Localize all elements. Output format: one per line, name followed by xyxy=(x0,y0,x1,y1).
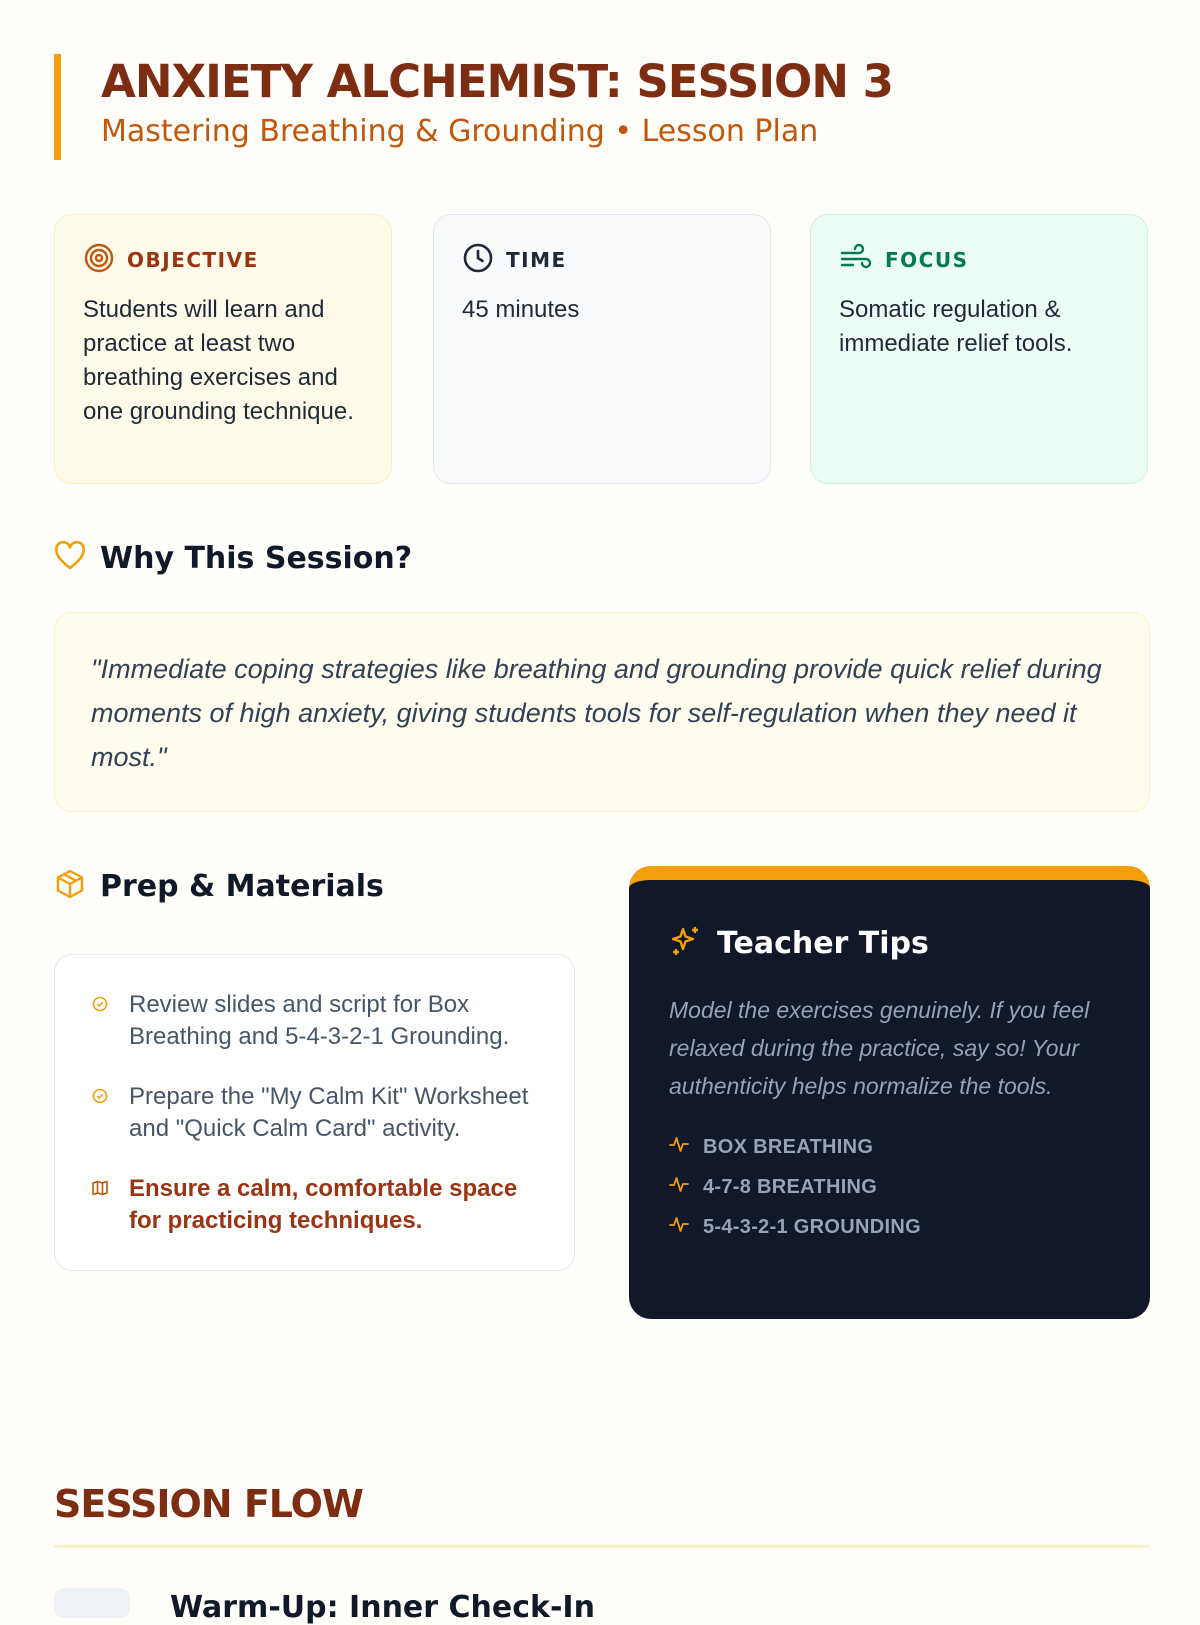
technique-label: BOX BREATHING xyxy=(703,1135,874,1158)
prep-item-text: Review slides and script for Box Breathing and 5-4-3-2-1 Grounding. xyxy=(129,991,510,1050)
list-item xyxy=(89,1173,544,1237)
objective-label: OBJECTIVE xyxy=(127,248,259,272)
map-icon xyxy=(89,1179,111,1197)
teacher-tips-heading: Teacher Tips xyxy=(717,926,929,961)
package-icon xyxy=(54,868,86,905)
technique-label: 5-4-3-2-1 GROUNDING xyxy=(703,1215,921,1238)
sparkles-icon xyxy=(669,924,703,963)
list-item xyxy=(89,1081,544,1145)
page-title: ANXIETY ALCHEMIST: SESSION 3 xyxy=(101,55,893,108)
flow-step-badge xyxy=(54,1588,130,1618)
page-subtitle: Mastering Breathing & Grounding • Lesson Plan xyxy=(101,114,819,149)
list-item xyxy=(669,1127,1110,1167)
focus-card xyxy=(810,214,1148,484)
list-item xyxy=(669,1207,1110,1247)
objective-text: Students will learn and practice at least two breathing exercises and one grounding technique. xyxy=(83,296,354,425)
why-quote: "Immediate coping strategies like breathing and grounding provide quick relief during moments of high anxiety, giving students tools for self-regulation when they need it most." xyxy=(91,654,1102,772)
heart-icon xyxy=(54,541,86,576)
flow-step-title: Warm-Up: Inner Check-In xyxy=(170,1590,595,1625)
prep-heading xyxy=(54,868,384,905)
prep-item-text: Ensure a calm, comfortable space for practicing techniques. xyxy=(129,1175,518,1234)
why-heading xyxy=(54,541,412,576)
prep-list xyxy=(54,954,575,1271)
pulse-icon xyxy=(669,1134,689,1160)
teacher-tips-card xyxy=(629,866,1150,1319)
list-item xyxy=(89,989,544,1053)
page-header xyxy=(54,54,893,160)
time-text: 45 minutes xyxy=(462,296,580,323)
divider xyxy=(54,1545,1150,1548)
wind-icon xyxy=(839,242,873,279)
focus-text: Somatic regulation & immediate relief tools. xyxy=(839,296,1073,357)
time-card xyxy=(433,214,771,484)
technique-label: 4-7-8 BREATHING xyxy=(703,1175,878,1198)
technique-list xyxy=(669,1127,1110,1247)
why-quote-box xyxy=(54,612,1150,812)
session-flow-title: SESSION FLOW xyxy=(54,1482,363,1526)
objective-card xyxy=(54,214,392,484)
prep-heading-text: Prep & Materials xyxy=(100,869,384,904)
why-heading-text: Why This Session? xyxy=(100,541,413,576)
focus-label: FOCUS xyxy=(885,248,969,272)
list-item xyxy=(669,1167,1110,1207)
pulse-icon xyxy=(669,1174,689,1200)
teacher-tips-text: Model the exercises genuinely. If you feel relaxed during the practice, say so! Your authenticity helps normalize the tools. xyxy=(669,997,1090,1099)
circle-check-icon xyxy=(89,995,111,1013)
circle-check-icon xyxy=(89,1087,111,1105)
clock-icon xyxy=(462,242,494,279)
prep-item-text: Prepare the "My Calm Kit" Worksheet and "Quick Calm Card" activity. xyxy=(129,1083,529,1142)
time-label: TIME xyxy=(506,248,567,272)
pulse-icon xyxy=(669,1214,689,1240)
target-icon xyxy=(83,242,115,279)
